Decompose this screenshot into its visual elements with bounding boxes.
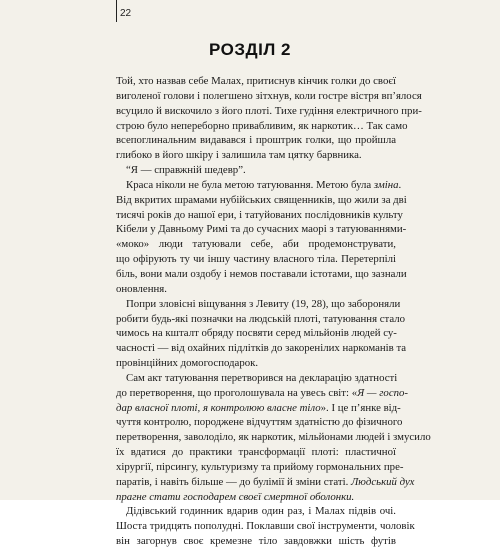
text-line: [116, 415, 403, 430]
text-segment: .: [398, 178, 402, 191]
text-line: [116, 519, 415, 534]
text-line: [116, 163, 396, 178]
italic-text: зміна: [373, 178, 399, 191]
italic-text: Людський дух: [350, 475, 415, 488]
text-segment: часності — від охайних підлітків до закоренілих наркоманів та: [116, 342, 407, 355]
text-line: [116, 534, 396, 549]
text-segment: виголеної голови і полегшено зітхнув, коли гостре вістря вп’ялося: [116, 89, 422, 102]
text-line: [116, 475, 415, 490]
text-line: [116, 178, 402, 193]
text-line: [116, 267, 407, 282]
text-segment: Краса ніколи не була метою татуювання. Метою була: [126, 178, 374, 191]
text-segment: всуцило й вискочило з його плоті. Тихе гудіння електричного при-: [116, 104, 422, 117]
text-segment: ». І це п’янке від-: [320, 401, 401, 414]
text-segment: хірургії, пірсингу, культуризму та прийому гормональних пре-: [116, 460, 404, 473]
text-segment: Від вкритих шрамами нубійських священників, що жили за дві: [116, 193, 407, 206]
chapter-title: РОЗДІЛ 2: [209, 40, 291, 59]
text-segment: перетворення, заволоділо, як наркотик, мільйонами людей і змусило: [116, 431, 431, 444]
text-segment: до перетворення, що проголошувала на увесь світ: «: [116, 386, 358, 399]
text-line: [116, 312, 406, 327]
text-segment: провінційних домогосподарок.: [116, 357, 259, 370]
italic-text: прагне стати господарем своєї смертної оболонки.: [116, 490, 355, 503]
text-segment: глибоко в його шкіру і залишила там цятку барвника.: [116, 149, 362, 162]
text-segment: біль, вони мали оздобу і немов поставали істотами, що зазнали: [116, 267, 407, 280]
text-line: [116, 237, 396, 252]
text-line: [116, 208, 403, 223]
page-number: 22: [120, 8, 132, 19]
text-line: [116, 282, 396, 297]
italic-text: Я — госпо-: [357, 386, 409, 399]
text-line: [116, 401, 401, 416]
text-segment: їх вдатися до практики трансформації плоті: пластичної: [116, 446, 396, 459]
text-segment: робити будь-які позначки на людській плоті, татуювання стало: [116, 312, 406, 325]
text-segment: “Я — справжній шедевр”.: [126, 164, 246, 177]
text-segment: всепоглинальним видавався і проштрик голки, що пройшла: [116, 134, 396, 147]
text-line: [116, 297, 401, 312]
text-segment: паратів, і навіть більше — до булімії й зміни статі.: [116, 475, 351, 488]
text-segment: він загорнув своє кремезне тіло завдовжки шість футів: [116, 535, 396, 548]
text-segment: оновлення.: [116, 282, 167, 295]
text-line: [116, 460, 404, 475]
text-line: [116, 133, 396, 148]
text-line: [116, 148, 396, 163]
text-segment: «моко» люди татуювали себе, аби продемонструвати,: [116, 238, 396, 251]
text-segment: тисячі років до нашої ери, і татуйованих послідовників культу: [116, 208, 403, 221]
text-line: [116, 430, 431, 445]
text-line: [116, 193, 407, 208]
text-line: [116, 222, 407, 237]
text-line: [116, 490, 396, 505]
body-text: [116, 74, 431, 549]
text-segment: Кібели у Давньому Римі та до сучасних маорі з татуюваннями-: [116, 223, 407, 236]
italic-text: дар власної плоті, я контролюю власне тіло: [116, 401, 321, 414]
text-segment: чуття контролю, породжене відчуттям здатністю до фізичного: [116, 416, 403, 429]
text-segment: Шоста тридцять пополудні. Поклавши свої інструменти, чоловік: [116, 520, 415, 533]
text-line: [116, 504, 396, 519]
text-segment: строю було непереборно привабливим, як наркотик… Так само: [116, 119, 408, 132]
text-line: [116, 341, 407, 356]
text-line: [116, 371, 396, 386]
text-segment: Той, хто назвав себе Малах, притиснув кінчик голки до своєї: [116, 75, 396, 87]
text-line: [116, 445, 396, 460]
text-segment: чимось на кшталт обряду посвяти серед мільйонів людей су-: [116, 327, 397, 340]
text-segment: Дідівський годинник вдарив один раз, і Малах підвів очі.: [126, 505, 396, 518]
text-line: [116, 74, 396, 89]
text-line: [116, 104, 422, 119]
text-line: [116, 356, 396, 371]
text-segment: Сам акт татуювання перетворився на декларацію здатності: [126, 371, 398, 384]
text-line: [116, 386, 409, 401]
text-segment: Попри зловісні віщування з Левиту (19, 28), що забороняли: [126, 297, 401, 310]
text-line: [116, 119, 408, 134]
folio-rule: [116, 0, 117, 22]
text-line: [116, 326, 396, 341]
text-segment: що офірують ту чи іншу частину власного тіла. Перетерпілі: [116, 253, 396, 266]
text-line: [116, 89, 422, 104]
text-line: [116, 252, 396, 267]
